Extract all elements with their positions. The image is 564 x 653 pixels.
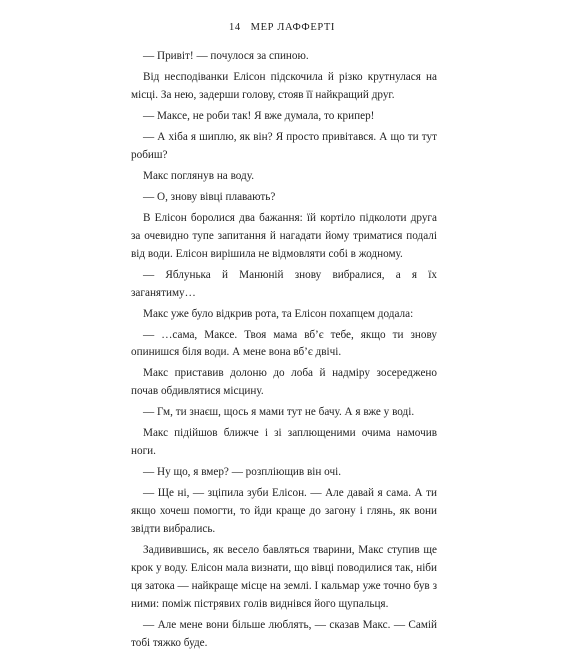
running-header [0, 21, 564, 35]
paragraph: — Яблунька й Манюній знову вибралися, а я їх заганятиму… [131, 268, 437, 299]
paragraph: — …сама, Максе. Твоя мама вб’є тебе, якщо ти знову опинишся біля води. А мене вона вб’є двічі. [131, 328, 437, 359]
paragraph: Макс приставив долоню до лоба й надміру зосереджено почав обдивлятися місцину. [131, 367, 437, 398]
paragraph: Макс уже було відкрив рота, та Елісон похапцем додала: [143, 307, 414, 320]
paragraph: — Ну що, я вмер? — розпліющив він очі. [143, 466, 342, 479]
paragraph: Задивившись, як весело бавляться тварини, Макс ступив ще крок у воду. Елісон мала визнати, що вівці поводилися так, ніби ця затока — найкраще місце на землі. І кальмар уже точно був з ними: поміж пістрявих голів виднівся його щупальця. [131, 544, 437, 610]
paragraph: — Але мене вони більше люблять, — сказав Макс. — Самій тобі тяжко буде. [131, 618, 437, 649]
paragraph: Макс підійшов ближче і зі заплющеними очима намочив ноги. [131, 427, 437, 458]
paragraph: — Ще ні, — зціпила зуби Елісон. — Але давай я сама. А ти якщо хочеш помогти, то йди краще до загону і глянь, як вони звідти вибрались. [131, 487, 437, 536]
paragraph: — Максе, не роби так! Я вже думала, то крипер! [143, 109, 375, 122]
paragraph: — Гм, ти знаєш, щось я мами тут не бачу. А я вже у воді. [143, 406, 415, 419]
running-title: МЕР ЛАФФЕРТІ [250, 22, 336, 33]
paragraph: Від несподіванки Елісон підскочила й різко крутнулася на місці. За нею, задерши голову, стояв її найкращий друг. [131, 71, 437, 101]
paragraph: — Привіт! — почулося за спиною. [143, 50, 309, 62]
paragraph: — А хіба я шиплю, як він? Я просто привітався. А що ти тут робиш? [131, 130, 437, 161]
body-text [131, 48, 437, 653]
page-number: 14 [228, 22, 241, 33]
paragraph: Макс поглянув на воду. [143, 169, 255, 182]
paragraph: — О, знову вівці плавають? [143, 190, 276, 203]
paragraph: В Елісон боролися два бажання: їй кортіло підколоти друга за очевидно тупе запитання й нагадати йому триматися подалі від води. Елісон вирішила не відмовляти собі в жодному. [131, 211, 437, 260]
